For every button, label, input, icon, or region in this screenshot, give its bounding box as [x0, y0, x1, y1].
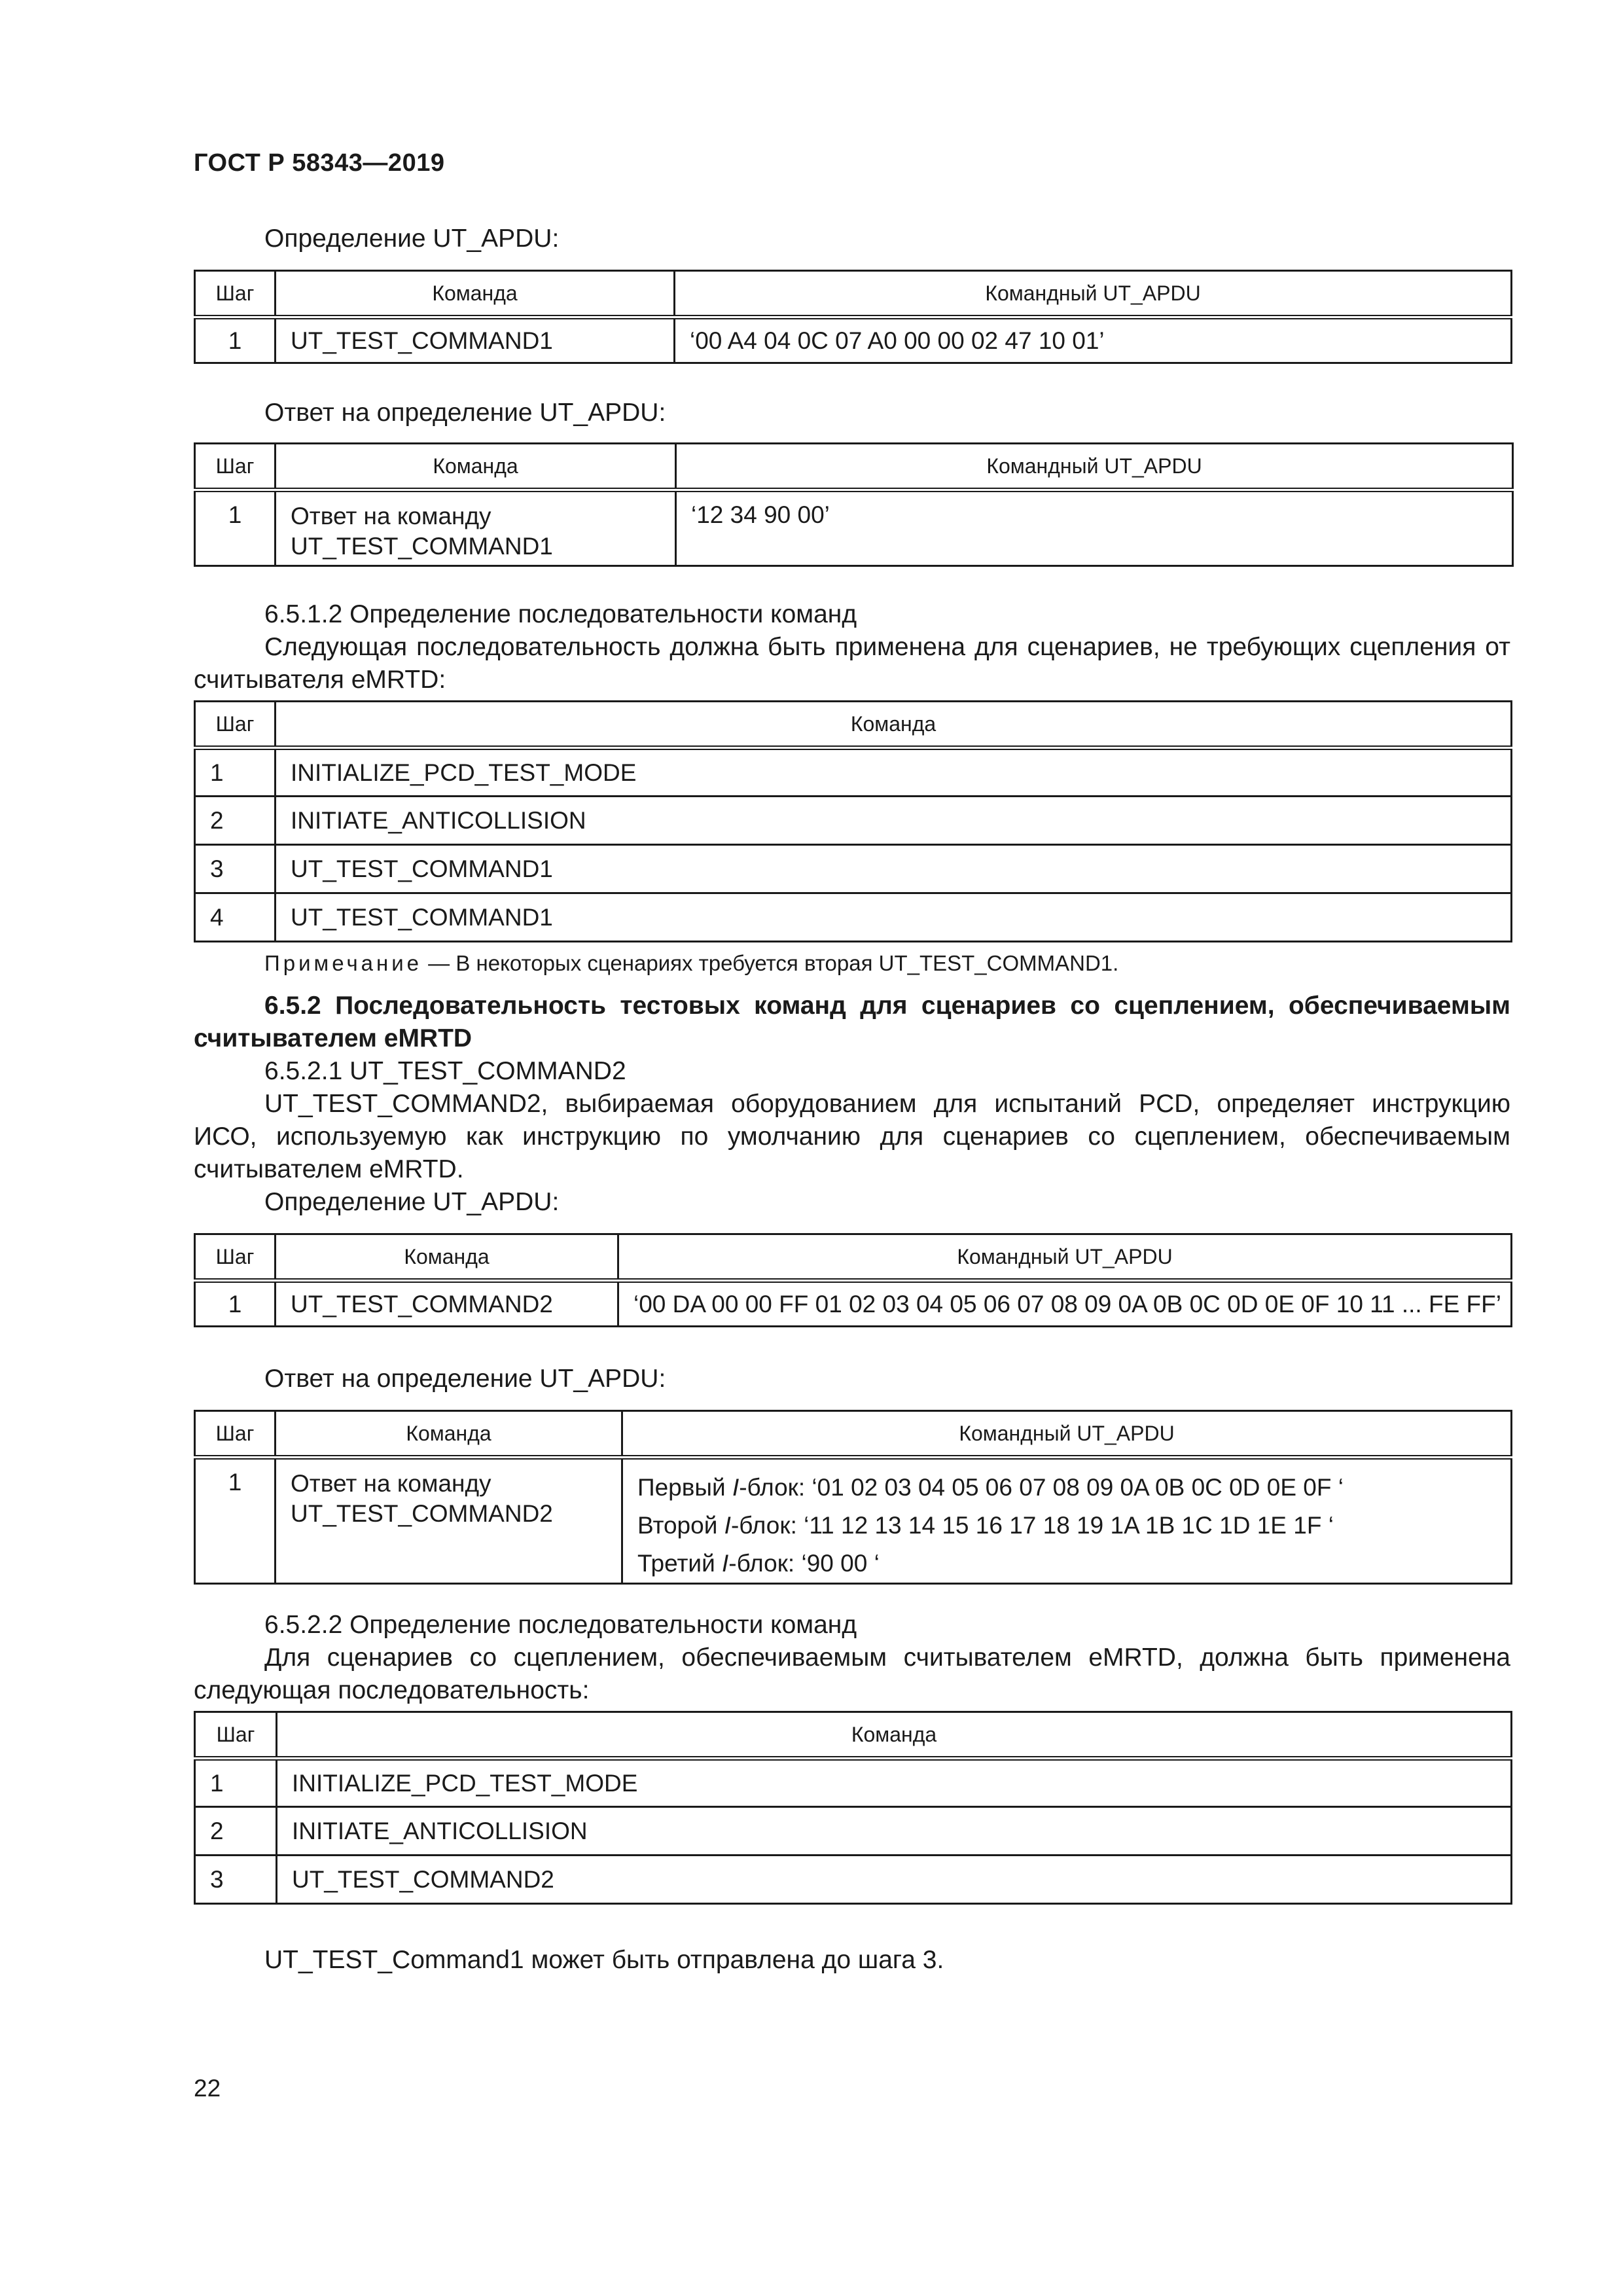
cell-apdu — [622, 1458, 1512, 1584]
cell-step: 1 — [195, 317, 276, 363]
cell-step: 1 — [195, 748, 276, 797]
note-label: Примечание — [264, 951, 423, 975]
cell-command: INITIALIZE_PCD_TEST_MODE — [276, 748, 1512, 797]
table-header-row — [195, 1411, 1512, 1458]
col-header-command: Команда — [276, 702, 1512, 748]
cell-command: INITIALIZE_PCD_TEST_MODE — [277, 1759, 1512, 1807]
cell-step: 1 — [195, 1759, 277, 1807]
paragraph-sequence-1: Следующая последовательность должна быть применена для сценариев, не требующих сцепления от считывателя eMRTD: — [194, 633, 1510, 694]
page-number: 22 — [194, 2075, 221, 2102]
cell-step: 2 — [195, 797, 276, 845]
cell-command: UT_TEST_COMMAND2 — [277, 1856, 1512, 1904]
cell-command: INITIATE_ANTICOLLISION — [277, 1807, 1512, 1856]
cell-step: 2 — [195, 1807, 277, 1856]
cell-command: UT_TEST_COMMAND2 — [276, 1281, 618, 1327]
command-line-1: Ответ на команду — [291, 1470, 491, 1497]
cell-command: INITIATE_ANTICOLLISION — [276, 797, 1512, 845]
heading-6-5-2-2: 6.5.2.2 Определение последовательности команд — [264, 1611, 857, 1639]
table-row — [195, 490, 1513, 566]
command-line-2: UT_TEST_COMMAND2 — [291, 1500, 553, 1527]
table-row — [195, 893, 1512, 942]
table-header-row — [195, 271, 1512, 317]
col-header-step: Шаг — [195, 1411, 276, 1458]
table-apdu-definition-2 — [194, 1233, 1512, 1327]
table-row — [195, 1807, 1512, 1856]
cell-apdu: ‘00 DA 00 00 FF 01 02 03 04 05 06 07 08 09 0A 0B 0C 0D 0E 0F 10 11 ... FE FF’ — [618, 1281, 1512, 1327]
col-header-step: Шаг — [195, 444, 276, 490]
standard-header: ГОСТ Р 58343—2019 — [194, 149, 445, 177]
caption-apdu-definition-2: Определение UT_APDU: — [264, 1188, 560, 1216]
cell-apdu: ‘00 A4 04 0C 07 A0 00 00 02 47 10 01’ — [675, 317, 1512, 363]
col-header-apdu: Командный UT_APDU — [622, 1411, 1512, 1458]
table-row — [195, 1458, 1512, 1584]
heading-6-5-2: 6.5.2 Последовательность тестовых команд для сценариев со сцеплением, обеспечиваемым считывателем eMRTD — [194, 992, 1510, 1052]
col-header-step: Шаг — [195, 1712, 277, 1759]
paragraph-command2-description: UT_TEST_COMMAND2, выбираемая оборудованием для испытаний PCD, определяет инструкцию ИСО, используемую как инструкцию по умолчанию для сценариев со сцеплением, обеспечиваемым считывателем eMRTD. — [194, 1090, 1510, 1183]
cell-command: UT_TEST_COMMAND1 — [276, 845, 1512, 893]
col-header-apdu: Командный UT_APDU — [676, 444, 1513, 490]
table-apdu-response-1 — [194, 442, 1514, 567]
table-row — [195, 845, 1512, 893]
cell-step: 3 — [195, 1856, 277, 1904]
col-header-apdu: Командный UT_APDU — [675, 271, 1512, 317]
cell-step: 1 — [195, 490, 276, 566]
table-sequence-2 — [194, 1711, 1512, 1905]
col-header-apdu: Командный UT_APDU — [618, 1234, 1512, 1281]
cell-step: 1 — [195, 1281, 276, 1327]
i-block-third: Третий I-блок: ‘90 00 ‘ — [637, 1550, 880, 1577]
cell-step: 4 — [195, 893, 276, 942]
table-apdu-response-2 — [194, 1410, 1512, 1585]
col-header-step: Шаг — [195, 1234, 276, 1281]
table-row — [195, 797, 1512, 845]
command-line-1: Ответ на команду — [291, 503, 491, 529]
note-text: — В некоторых сценариях требуется вторая UT_TEST_COMMAND1. — [422, 951, 1119, 975]
caption-apdu-response-1: Ответ на определение UT_APDU: — [264, 399, 666, 427]
col-header-command: Команда — [276, 1234, 618, 1281]
closing-note: UT_TEST_Command1 может быть отправлена до шага 3. — [264, 1946, 944, 1974]
col-header-step: Шаг — [195, 271, 276, 317]
caption-apdu-definition-1: Определение UT_APDU: — [264, 224, 560, 253]
table-header-row — [195, 1712, 1512, 1759]
col-header-command: Команда — [277, 1712, 1512, 1759]
paragraph-sequence-2: Для сценариев со сцеплением, обеспечиваемым считывателем eMRTD, должна быть применена следующая последовательность: — [194, 1643, 1510, 1704]
cell-step: 3 — [195, 845, 276, 893]
cell-step: 1 — [195, 1458, 276, 1584]
i-block-second: Второй I-блок: ‘11 12 13 14 15 16 17 18 19 1A 1B 1C 1D 1E 1F ‘ — [637, 1512, 1334, 1539]
table-row — [195, 748, 1512, 797]
col-header-command: Команда — [276, 1411, 622, 1458]
cell-command: UT_TEST_COMMAND1 — [276, 893, 1512, 942]
col-header-command: Команда — [276, 271, 675, 317]
col-header-command: Команда — [276, 444, 676, 490]
table-header-row — [195, 702, 1512, 748]
document-page — [194, 0, 1510, 2296]
table-row — [195, 1281, 1512, 1327]
cell-apdu: ‘12 34 90 00’ — [676, 490, 1513, 566]
col-header-step: Шаг — [195, 702, 276, 748]
command-line-2: UT_TEST_COMMAND1 — [291, 533, 553, 560]
table-row — [195, 1759, 1512, 1807]
cell-command: UT_TEST_COMMAND1 — [276, 317, 675, 363]
table-apdu-definition-1 — [194, 270, 1512, 364]
table-row — [195, 1856, 1512, 1904]
heading-6-5-2-1: 6.5.2.1 UT_TEST_COMMAND2 — [264, 1057, 626, 1085]
heading-6-5-1-2: 6.5.1.2 Определение последовательности команд — [264, 600, 857, 628]
i-block-first: Первый I-блок: ‘01 02 03 04 05 06 07 08 09 0A 0B 0C 0D 0E 0F ‘ — [637, 1474, 1344, 1501]
table-header-row — [195, 444, 1513, 490]
table-sequence-1 — [194, 700, 1512, 942]
table-header-row — [195, 1234, 1512, 1281]
table-row — [195, 317, 1512, 363]
caption-apdu-response-2: Ответ на определение UT_APDU: — [264, 1365, 666, 1393]
cell-command — [276, 490, 676, 566]
note — [264, 949, 1118, 978]
cell-command — [276, 1458, 622, 1584]
